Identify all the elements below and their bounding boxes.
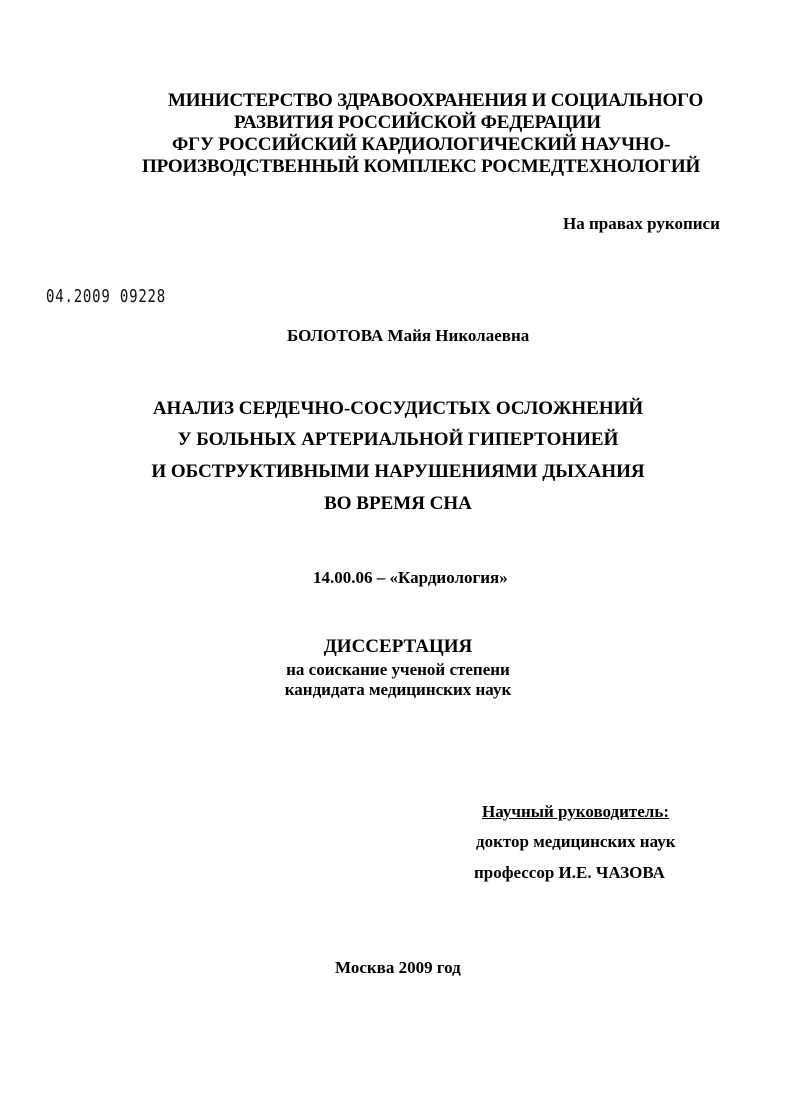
supervisor-label: Научный руководитель: <box>482 802 669 821</box>
dissertation-heading: ДИССЕРТАЦИЯ <box>323 636 473 657</box>
title-line-1: АНАЛИЗ СЕРДЕЧНО-СОСУДИСТЫХ ОСЛОЖНЕНИЙ <box>152 398 644 419</box>
dissertation-line-2: кандидата медицинских наук <box>284 680 512 699</box>
title-line-3: И ОБСТРУКТИВНЫМИ НАРУШЕНИЯМИ ДЫХАНИЯ <box>151 461 645 482</box>
supervisor-name: профессор И.Е. ЧАЗОВА <box>474 863 665 882</box>
institution-line-4: ПРОИЗВОДСТВЕННЫЙ КОМПЛЕКС РОСМЕДТЕХНОЛОГИЙ <box>142 156 701 177</box>
supervisor-degree: доктор медицинских наук <box>476 832 676 851</box>
manuscript-note: На правах рукописи <box>563 214 720 233</box>
dissertation-line-1: на соискание ученой степени <box>286 660 510 679</box>
city-year: Москва 2009 год <box>335 958 461 977</box>
title-line-2: У БОЛЬНЫХ АРТЕРИАЛЬНОЙ ГИПЕРТОНИЕЙ <box>177 429 619 450</box>
specialty-code: 14.00.06 – «Кардиология» <box>313 568 508 587</box>
institution-line-2: РАЗВИТИЯ РОССИЙСКОЙ ФЕДЕРАЦИИ <box>234 112 601 133</box>
title-line-4: ВО ВРЕМЯ СНА <box>324 493 472 514</box>
institution-line-3: ФГУ РОССИЙСКИЙ КАРДИОЛОГИЧЕСКИЙ НАУЧНО- <box>172 134 671 155</box>
institution-line-1: МИНИСТЕРСТВО ЗДРАВООХРАНЕНИЯ И СОЦИАЛЬНОГО <box>168 90 704 111</box>
stamp-number: 04.2009 09228 <box>46 286 167 307</box>
author-name: БОЛОТОВА Майя Николаевна <box>287 326 530 345</box>
